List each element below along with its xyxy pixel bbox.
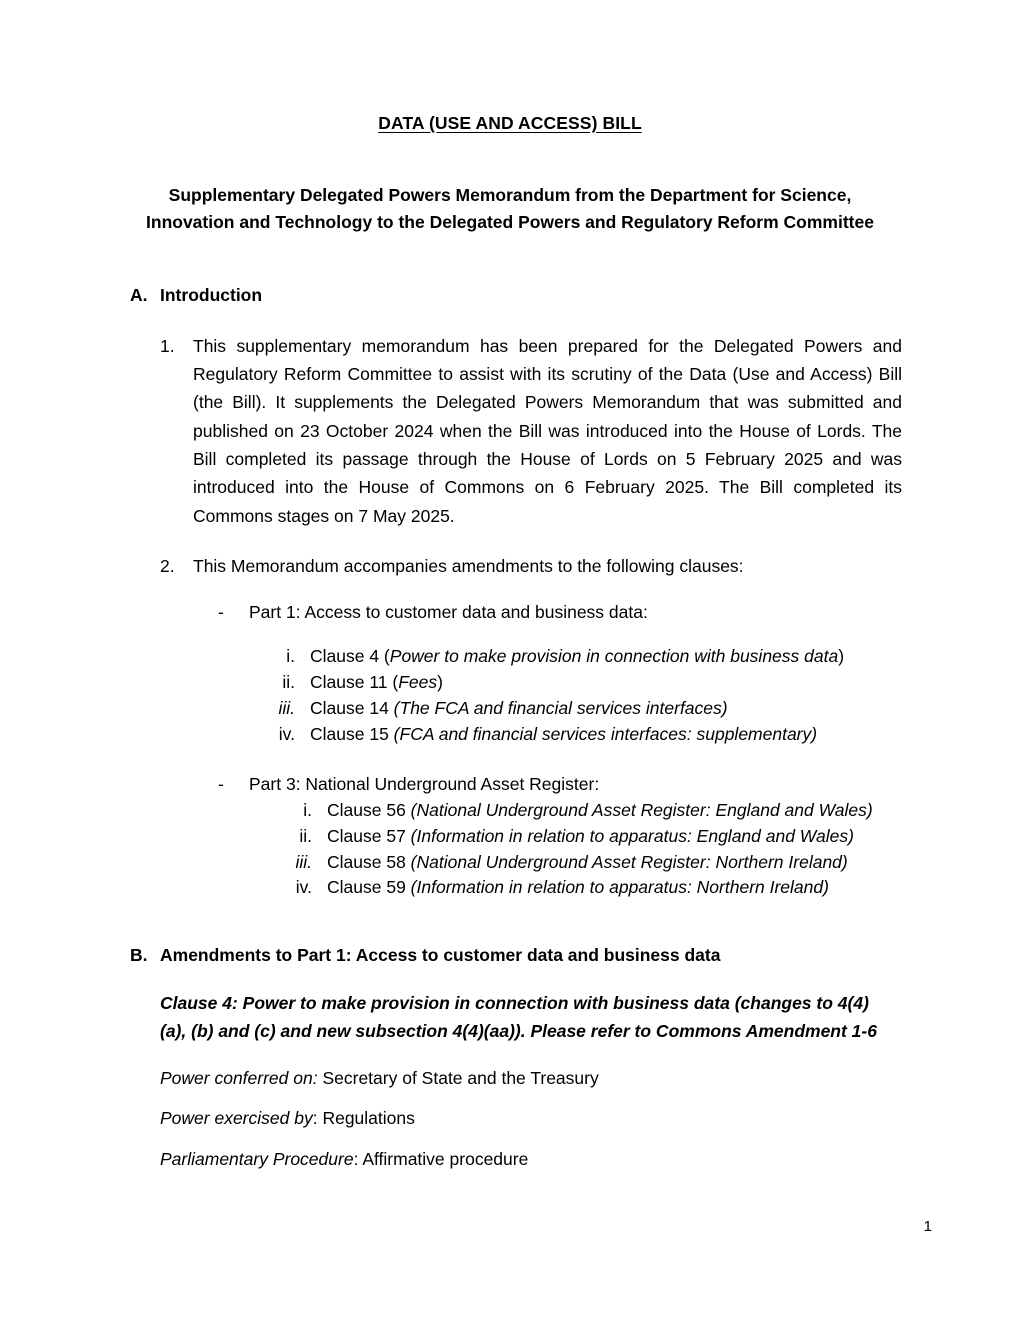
section-a-heading-text: Introduction bbox=[160, 285, 263, 305]
paragraph-2-marker: 2. bbox=[160, 555, 175, 576]
part-1-label: Part 1: Access to customer data and business data: bbox=[249, 602, 648, 623]
clause-list-item-prefix: Clause 58 bbox=[327, 851, 411, 872]
clause-list-item-title: (The FCA and financial services interfaces) bbox=[393, 698, 728, 719]
paragraph-1-text: This supplementary memorandum has been prepared for the Delegated Powers and Regulatory Reform Committee to assist with its scrutiny of the Data (Use and Access) Bill (the Bill). It supplements the Delegated Powers Memorandum that was submitted and published on 23 October 2024 when the Bill was introduced into the House of Lords. The Bill completed its passage through the House of Lords on 5 February 2025 and was introduced into the House of Commons on 6 February 2025. The Bill completed its Commons stages on 7 May 2025. bbox=[193, 335, 902, 526]
clause-list-item-title: (National Underground Asset Register: England and Wales) bbox=[410, 799, 873, 820]
clause-list-item-prefix: Clause 57 bbox=[327, 825, 411, 846]
section-a-heading bbox=[118, 283, 902, 308]
part-1-dash-marker: - bbox=[218, 602, 224, 623]
clause-list-item-marker: i. bbox=[286, 646, 295, 667]
clause-list-item bbox=[118, 875, 902, 901]
power-conferred-on-value: Secretary of State and the Treasury bbox=[322, 1068, 599, 1089]
clause-list-item-marker: iv. bbox=[278, 723, 295, 744]
clause-list-item-title: (FCA and financial services interfaces: supplementary) bbox=[393, 723, 818, 744]
clause-list-item-prefix: Clause 14 bbox=[310, 698, 394, 719]
clause-list-item-title: (National Underground Asset Register: Northern Ireland) bbox=[410, 851, 848, 872]
clause-list-item-prefix: Clause 4 ( bbox=[310, 646, 390, 667]
document-subtitle-line-1: Supplementary Delegated Powers Memorandum from the Department for Science, bbox=[168, 184, 852, 205]
clause-list-item-marker: ii. bbox=[282, 672, 295, 693]
paragraph-2 bbox=[118, 552, 902, 580]
part-3-clause-list bbox=[118, 798, 902, 902]
section-b-heading-text: Amendments to Part 1: Access to customer data and business data bbox=[160, 945, 721, 966]
parliamentary-procedure-value: Affirmative procedure bbox=[362, 1148, 529, 1169]
clause-list-item-suffix: ) bbox=[437, 672, 443, 693]
clause-list-item bbox=[118, 850, 902, 876]
parliamentary-procedure-line bbox=[118, 1146, 902, 1172]
clause-4-heading: Clause 4: Power to make provision in connection with business data (changes to 4(4)(a), (b) and (c) and new subsection 4(4)(aa)). Please refer to Commons Amendment 1-6 bbox=[160, 992, 877, 1041]
power-exercised-by-label: Power exercised by bbox=[160, 1108, 313, 1129]
document-subtitle bbox=[118, 135, 902, 236]
clause-list-item-prefix: Clause 56 bbox=[327, 799, 411, 820]
power-conferred-on-label: Power conferred on: bbox=[160, 1068, 318, 1089]
parliamentary-procedure-label: Parliamentary Procedure bbox=[160, 1148, 354, 1169]
clause-list-item bbox=[118, 824, 902, 850]
clause-list-item bbox=[118, 644, 902, 670]
part-3-dash-marker: - bbox=[218, 773, 224, 794]
clause-list-item-marker: i. bbox=[303, 799, 312, 820]
parliamentary-procedure-separator: : bbox=[353, 1148, 363, 1169]
document-title bbox=[118, 112, 902, 135]
document-content bbox=[118, 112, 902, 1172]
clause-list-item-marker: ii. bbox=[299, 825, 312, 846]
clause-list-item-title: (Information in relation to apparatus: Northern Ireland) bbox=[410, 877, 829, 898]
part-3-label: Part 3: National Underground Asset Register: bbox=[249, 773, 600, 794]
clause-list-item-marker: iii. bbox=[295, 851, 312, 872]
clause-list-item-title: Power to make provision in connection with business data bbox=[389, 646, 839, 667]
document-title-text: DATA (USE AND ACCESS) BILL bbox=[378, 113, 642, 133]
clause-list-item-marker: iii. bbox=[278, 698, 295, 719]
paragraph-1 bbox=[118, 332, 902, 530]
section-b-marker: B. bbox=[130, 945, 148, 966]
power-exercised-by-value: Regulations bbox=[322, 1108, 415, 1129]
clause-list-item bbox=[118, 670, 902, 696]
clause-list-item bbox=[118, 722, 902, 748]
clause-list-item-suffix: ) bbox=[838, 646, 845, 667]
clause-list-item-prefix: Clause 11 ( bbox=[310, 672, 399, 693]
section-b-heading bbox=[118, 943, 902, 968]
clause-list-item bbox=[118, 696, 902, 722]
page-number: 1 bbox=[923, 1218, 932, 1235]
power-conferred-on-line bbox=[118, 1065, 902, 1091]
section-a-marker: A. bbox=[130, 285, 148, 305]
paragraph-1-marker: 1. bbox=[160, 335, 175, 356]
power-exercised-by-separator: : bbox=[312, 1108, 323, 1129]
clause-list-item-title: Fees bbox=[398, 672, 438, 693]
clause-list-item-prefix: Clause 59 bbox=[327, 877, 411, 898]
part-1-bullet bbox=[118, 598, 902, 626]
clause-list-item-title: (Information in relation to apparatus: England and Wales) bbox=[410, 825, 854, 846]
document-subtitle-line-2: Innovation and Technology to the Delegated Powers and Regulatory Reform Committee bbox=[146, 211, 874, 232]
paragraph-2-text: This Memorandum accompanies amendments to the following clauses: bbox=[193, 555, 744, 576]
clause-list-item bbox=[118, 798, 902, 824]
power-exercised-by-line bbox=[118, 1105, 902, 1131]
clause-list-item-prefix: Clause 15 bbox=[310, 723, 394, 744]
part-3-bullet bbox=[118, 770, 902, 798]
clause-list-item-marker: iv. bbox=[295, 877, 312, 898]
part-1-clause-list bbox=[118, 644, 902, 748]
